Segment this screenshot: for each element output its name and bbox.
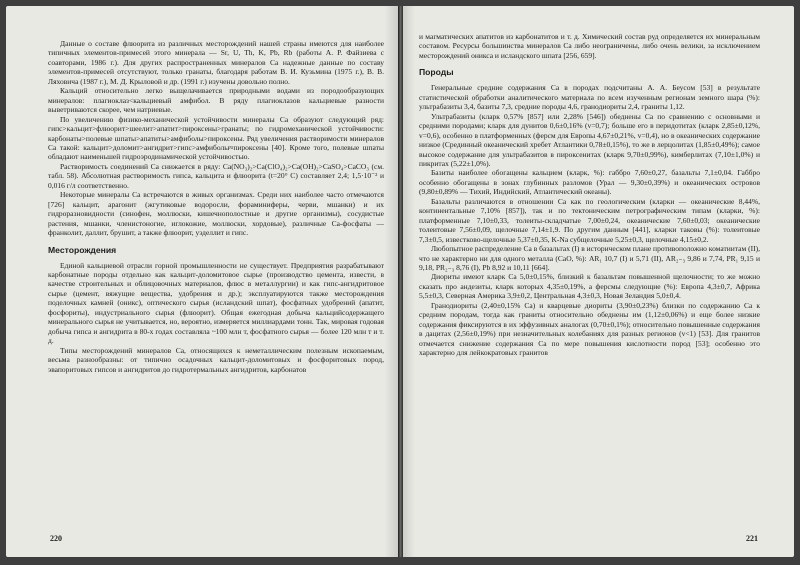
paragraph: Базиты наиболее обогащены кальцием (кларк, %): габбро 7,60±0,27, базальты 7,1±0,04. Габбро особенно обогащены в зонах глубинных разломов (Урал — 9,30±0,39%) и океанических островов (9,80±0,89% — Тихий, Индийский, Атлантический океаны).: [419, 168, 760, 197]
section-heading: Месторождения: [48, 244, 117, 255]
paragraph: Любопытное распределение Ca в базальтах (I) в историческом плане противоположно коматиитам (II), что не характерно ни для одного металла (CaO, %): AR₁ 10,7 (I) и 5,71 (II), AR₂₋₃ 9,86 и 7,74, PR₁ 9,15 и 9,18, PR₂₋₃ 8,76 (I), Pb 8,92 и 10,11 [664].: [419, 244, 760, 272]
paragraph: Типы месторождений минералов Ca, относящихся к неметаллическим полезным ископаемым, весьма разнообразны: от типично осадочных кальцит-доломитовых и фосфоритовых пород, эвапоритовых гипсов и ангидритов до гидротермальных ангидритов, карбонатов: [48, 345, 384, 374]
section-heading: Породы: [419, 67, 454, 78]
paragraph: По увеличению физико-механической устойчивости минералы Ca образуют следующий ряд: гипс>кальцит>флюорит>шеелит>апатит>пироксены>гранаты; по гидромеханической устойчивости: карбонаты>полевые шпаты>апатиты>амфиболы>пироксены. Ряд увеличения растворимости минералов Ca такой: кальцит>доломит>ангидрит>гипс>амфиболы≈пироксены [40]. Кроме того, полевые шпаты обладают наименьшей гидроэродинамической устойчивостью.: [48, 114, 384, 162]
left-page: [6, 6, 398, 557]
right-page: [403, 6, 794, 557]
paragraph: Кальций относительно легко выщелачивается природными водами из породообразующих минералов: плагиоклаз<кальциевый амфибол. В ряду плагиоклазов кальциевые разности выветриваются скорее, чем натриевые.: [48, 86, 384, 115]
paragraph: Генеральные средние содержания Ca в породах подсчитаны А. А. Беусом [53] в результате статистической обработки аналитического материала по всем изученным регионам земного шара (%): ультрабазиты 3,4, базиты 7,3, средние породы 4,6, гранодиориты 2,4, граниты 1,12.: [419, 83, 760, 112]
page-number: 221: [746, 534, 758, 543]
page-number: 220: [50, 534, 62, 543]
paragraph: и магматических апатитов из карбонатитов и т. д. Химический состав руд определяется их минеральным составом. Ресурсы большинства минералов Ca либо неограничены, либо очень велики, за исключением месторождений оникса и исландского шпата [256, 659].: [419, 32, 760, 60]
paragraph: Ультрабазиты (кларк 0,57% [857] или 2,28% [546]) обеднены Ca по сравнению с основными и средними породами; кларк для дунитов 0,6±0,16% (v=0,7); больше его в перидотитах (кларк 2,85±0,12%, v=0,6), особенно в платформенных (ферсм для Европы 4,67±0,21%, v=0,4), но в океанических содержание низкое (Срединный океанический хребет Атлантики 0,78±0,15%), то же в лерцолитах (1,85±0,49%); самое высокое содержание для ультрабазитов в пироксенитах (кларк 9,70±0,99%), кимберлитах (7,10±1,0%) и пикритах (5,22±1,0%).: [419, 111, 760, 168]
paragraph: Диориты имеют кларк Ca 5,0±0,15%, близкий к базальтам повышенной щелочности; то же можно сказать про андезиты, кларк которых 4,35±0,19%, а ферсмы следующие (%): Европа 4,3±0,7, Африка 5,5±0,3, Северная Америка 3,9±0,2, Центральная 4,3±0,3, Новая Зеландия 5,0±0,4.: [419, 272, 760, 301]
paragraph: Единой кальциевой отрасли горной промышленности не существует. Предприятия разрабатывают карбонатные породы отдельно как кальцит-доломитовое сырье (производство цемента, извести, в качестве строительных и облицовочных материалов, флюс в металлургии) и как гипс-ангидритовое сырье (цемент, вяжущие вещества, удобрения и др.); эксплуатируются также месторождения поделочных камней (оникс), оптического сырья (исландский шпат), фосфатных удобрений (апатит, фосфориты), индустриального сырья (флюорит). Общая ежегодная добыча кальцийсодержащего минерального сырья не учитывается, но, вероятно, измеряется миллиардами тонн. Так, мировая годовая добыча гипса и ангидрита в 80-х годах составляла ~100 млн т, фосфатного сырья — более 120 млн т и т. д.: [48, 260, 384, 346]
paragraph: Базальты различаются в отношении Ca как по геологическим (кларки — океанические 8,44%, континентальные 7,10% [857]), так и по тектоническим петрографическим типам (кларки, %): платформенные 7,10±0,33, толеиты-складчатые 7,00±0,24, океанические 7,60±0,03; океанические толеитовые 7,56±0,09, щелочные 7,14±1,9. По другим данным [441], кларки таковы (%): толеитовые 7,3±0,5, известково-щелочные 5,37±0,35, K-Na субщелочные 5,25±0,3, щелочные 4,15±0,2.: [419, 196, 760, 244]
paragraph: Некоторые минералы Ca встречаются в живых организмах. Среди них наиболее часто отмечаются [726] кальцит, арагонит (жгутиковые водоросли, фораминиферы, черви, мшанки) и их гидроразновидности (синофен, моллюски, кишечнополостные и другие организмы), сосудистые растения, мшанки, членистоногие, иглокожие, моллюски, хордовые), различные Ca-фосфаты — франколит, даллит, брушит, а также флюорит, уэделлит и гипс.: [48, 190, 384, 238]
paragraph: Данные о составе флюорита из различных месторождений нашей страны имеются для наиболее типичных элементов-примесей этого минерала — Sr, U, Th, K, Pb, Rb (работы А. Р. Файзиева с соавторами, 1986 г.). Для других распространенных минералов Ca надежные данные по составу элементов-примесей отсутствуют, только гранаты, благодаря работам В. И. Кузьмина (1975 г.), В. В. Ляховича (1987 г.), М. Д. Крыловой и др. (1991 г.) изучены довольно полно.: [48, 39, 384, 86]
paragraph: Гранодиориты (2,40±0,15% Ca) и кварцевые диориты (3,90±0,23%) близки по содержанию Ca к средним породам, тогда как граниты относительно обеднены им (1,12±0,06%) и еще более низкие содержания фиксируются в их эффузивных аналогах (0,70±0,1%); относительно повышенные содержания в дацитах (2,56±0,19%) при незначительных колебаниях для разных регионов (v<1) [53]. Для гранитов отмечается снижение содержания Ca по мере повышения кислотности пород [53]; особенно это характерно для лейкократовых гранитов: [419, 300, 760, 358]
paragraph: Растворимость соединений Ca снижается в ряду: Ca(NO₃)₂>Ca(ClO₄)₂>Ca(OH)₂>CaSO₄>CaCO₃ (см. табл. 58). Абсолютная растворимость гипса, кальцита и флюорита (t=20° C) составляет 2,4; 1,5·10⁻² и 0,016 г/л соответственно.: [48, 161, 384, 190]
